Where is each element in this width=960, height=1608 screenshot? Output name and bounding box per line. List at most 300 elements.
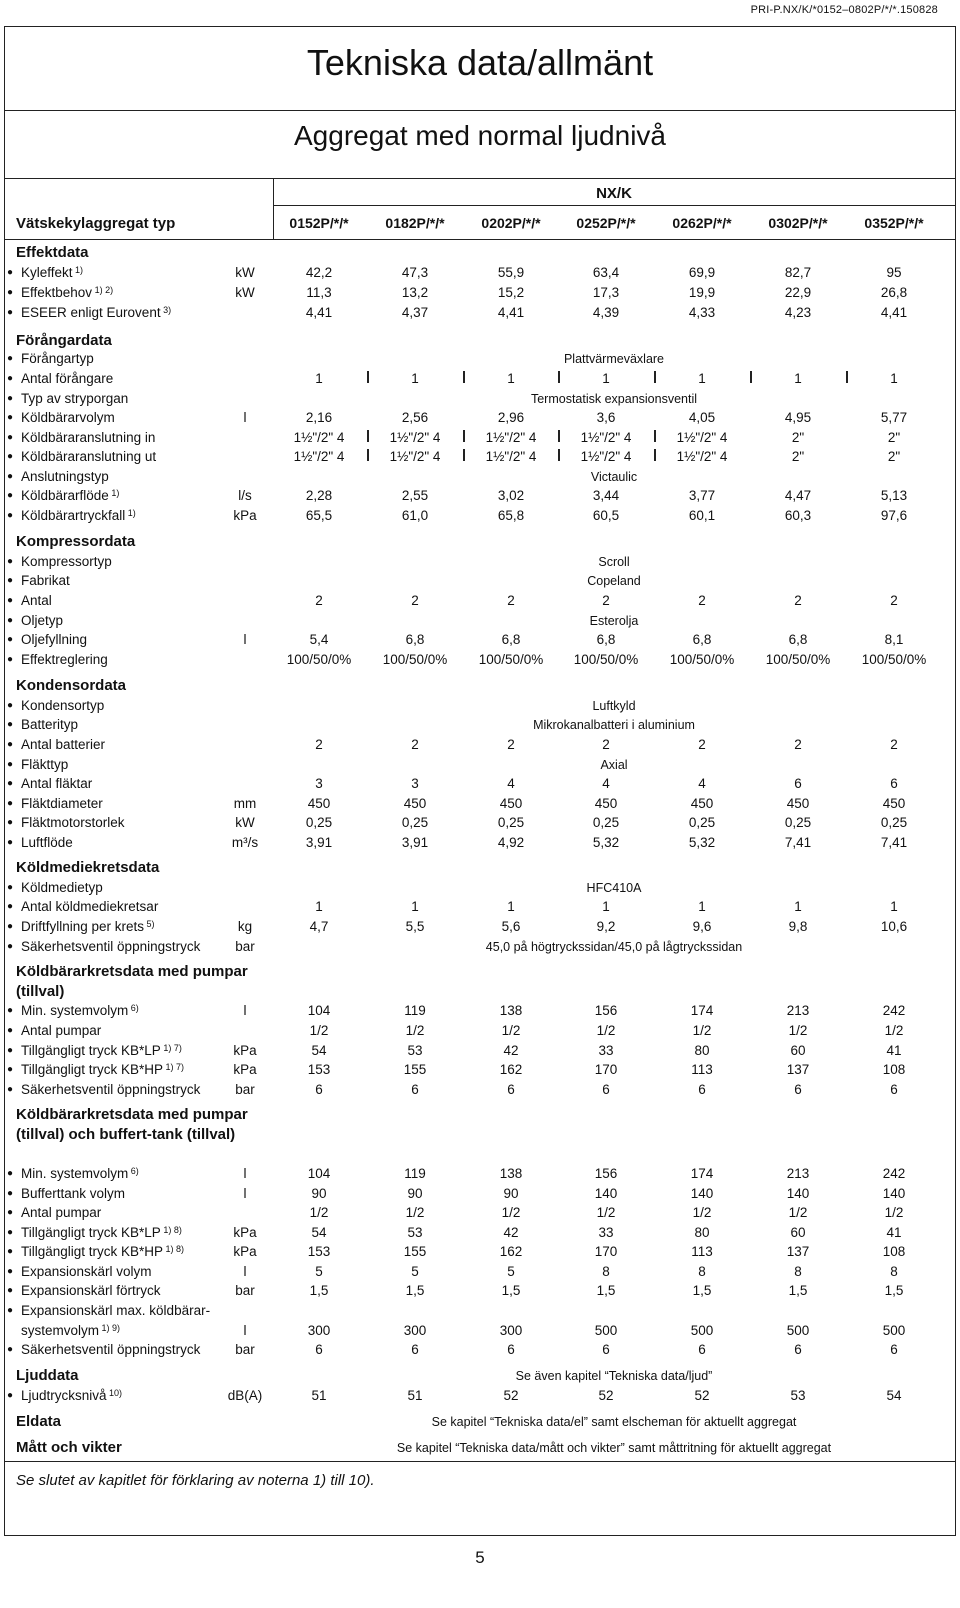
table-cell: 6: [602, 1082, 610, 1097]
table-cell: 2: [411, 737, 419, 752]
table-cell: 5,77: [880, 410, 908, 425]
table-cell: 6: [602, 1342, 610, 1357]
row-label-text: Effektbehov: [21, 285, 93, 300]
table-cell: 2: [794, 593, 802, 608]
header-divider: [5, 239, 955, 240]
row-unit: kPa: [233, 1043, 257, 1058]
row-label: [21, 263, 83, 283]
footnote-ref: 1) 2): [92, 285, 114, 295]
table-cell: 1,5: [309, 1283, 329, 1298]
row-label: [21, 283, 113, 303]
table-cell: 3: [315, 776, 323, 791]
table-cell: 6: [794, 1342, 802, 1357]
table-cell: 100/50/0%: [765, 652, 831, 667]
table-cell: 4,23: [784, 305, 812, 320]
table-cell: 1/2: [405, 1023, 425, 1038]
table-cell: 55,9: [497, 265, 525, 280]
spanning-cell: Esterolja: [589, 614, 639, 628]
table-cell: 3,91: [305, 835, 333, 850]
table-cell: 53: [407, 1225, 423, 1240]
table-cell: 1/2: [788, 1205, 808, 1220]
row-label: [21, 1281, 161, 1301]
table-cell: 0,25: [592, 815, 620, 830]
column-separator: [463, 371, 465, 383]
row-label: [21, 1242, 184, 1262]
document-reference: PRI-P.NX/K/*0152–0802P/*/*.150828: [750, 4, 938, 16]
row-label: [21, 389, 128, 409]
row-label-text: Antal förångare: [21, 371, 114, 386]
row-label-text: Kondensortyp: [21, 698, 105, 713]
row-label: [21, 1164, 139, 1184]
spanning-cell: Axial: [600, 758, 628, 772]
table-cell: 6: [507, 1082, 515, 1097]
row-label-text: Tillgängligt tryck KB*HP: [21, 1062, 164, 1077]
table-cell: 2,96: [497, 410, 525, 425]
title-frame: [4, 26, 956, 110]
table-cell: 113: [691, 1062, 713, 1077]
table-cell: 6,8: [405, 632, 425, 647]
row-label: [21, 897, 158, 917]
table-cell: 42: [503, 1043, 519, 1058]
column-separator: [463, 449, 465, 461]
table-cell: 1½"/2" 4: [293, 449, 345, 464]
table-cell: 63,4: [592, 265, 620, 280]
table-cell: 7,41: [880, 835, 908, 850]
column-header: 0182P/*/*: [385, 215, 445, 231]
table-cell: 6: [698, 1342, 706, 1357]
table-row: [5, 467, 955, 487]
table-cell: 80: [694, 1225, 710, 1240]
table-cell: 153: [307, 1244, 331, 1259]
table-row: [5, 611, 955, 631]
table-cell: 8: [698, 1264, 706, 1279]
table-cell: 153: [307, 1062, 331, 1077]
row-label-text: Köldbäraranslutning ut: [21, 449, 157, 464]
table-cell: 2,16: [305, 410, 333, 425]
row-unit: l: [243, 632, 247, 647]
row-unit: mm: [233, 796, 257, 811]
spanning-cell: Luftkyld: [592, 699, 636, 713]
table-cell: 1½"/2" 4: [676, 449, 728, 464]
row-label: [21, 447, 156, 467]
column-header: 0302P/*/*: [768, 215, 828, 231]
row-label: [21, 774, 92, 794]
table-cell: 2,28: [305, 488, 333, 503]
table-cell: 156: [594, 1003, 618, 1018]
row-label-text: systemvolym: [21, 1323, 100, 1338]
table-cell: 1/2: [884, 1023, 904, 1038]
row-label-text: Min. systemvolym: [21, 1003, 129, 1018]
table-cell: 6: [507, 1342, 515, 1357]
table-cell: 51: [407, 1388, 423, 1403]
table-row: [5, 369, 955, 389]
row-label-text: Säkerhetsventil öppningstryck: [21, 1082, 201, 1097]
table-cell: 1: [890, 899, 898, 914]
row-label-text: Köldbärartryckfall: [21, 508, 126, 523]
table-cell: 104: [307, 1003, 331, 1018]
table-cell: 41: [886, 1225, 902, 1240]
table-cell: 156: [594, 1166, 618, 1181]
data-table: [4, 178, 956, 1536]
table-cell: 8: [890, 1264, 898, 1279]
row-unit: l: [243, 1264, 247, 1279]
row-label: [21, 408, 115, 428]
table-row: [5, 283, 955, 303]
footnote-ref: 1): [108, 488, 120, 498]
table-cell: 3,6: [596, 410, 616, 425]
table-row: [5, 303, 955, 323]
row-label: [21, 833, 73, 853]
row-label: [21, 428, 155, 448]
table-cell: 41: [886, 1043, 902, 1058]
table-cell: 5: [507, 1264, 515, 1279]
footnote-ref: 1) 7): [163, 1062, 185, 1072]
table-cell: 1: [698, 899, 706, 914]
row-unit: kPa: [233, 508, 257, 523]
table-cell: 162: [499, 1244, 523, 1259]
table-cell: 6: [794, 1082, 802, 1097]
table-row: [5, 1366, 955, 1386]
table-cell: 60,3: [784, 508, 812, 523]
row-label-text: Typ av stryporgan: [21, 391, 129, 406]
table-cell: 90: [407, 1186, 423, 1201]
table-cell: 6: [315, 1342, 323, 1357]
row-unit: m³/s: [231, 835, 259, 850]
row-label-text: Köldbärarflöde: [21, 488, 109, 503]
column-separator: [558, 430, 560, 442]
table-row: [5, 571, 955, 591]
table-cell: 60,5: [592, 508, 620, 523]
footnote-ref: 6): [128, 1166, 139, 1176]
table-cell: 155: [403, 1244, 427, 1259]
row-unit: kg: [237, 919, 253, 934]
table-cell: 4,7: [309, 919, 329, 934]
table-cell: 1/2: [788, 1023, 808, 1038]
table-cell: 90: [503, 1186, 519, 1201]
column-header: 0202P/*/*: [481, 215, 541, 231]
table-cell: 1,5: [788, 1283, 808, 1298]
row-label: [21, 552, 112, 572]
table-row: [5, 755, 955, 775]
row-label: [21, 1080, 200, 1100]
table-cell: 54: [311, 1043, 327, 1058]
row-label: [21, 506, 136, 526]
row-label-text: Tillgängligt tryck KB*HP: [21, 1244, 164, 1259]
table-row: [5, 349, 955, 369]
table-cell: 2": [887, 449, 901, 464]
footnote-ref: 1): [72, 265, 84, 275]
row-label-text: Fabrikat: [21, 573, 70, 588]
table-cell: 6: [794, 776, 802, 791]
row-label: [21, 696, 104, 716]
section-heading-kond: Kondensordata: [16, 677, 127, 694]
table-cell: 170: [594, 1062, 618, 1077]
table-cell: 140: [882, 1186, 906, 1201]
table-cell: 1/2: [884, 1205, 904, 1220]
column-header: 0152P/*/*: [289, 215, 349, 231]
subtitle-frame: [4, 110, 956, 178]
table-cell: 4,05: [688, 410, 716, 425]
table-cell: 1½"/2" 4: [389, 430, 441, 445]
row-unit: l: [243, 1323, 247, 1338]
row-label-text: Expansionskärl förtryck: [21, 1283, 161, 1298]
table-cell: 52: [598, 1388, 614, 1403]
table-cell: 500: [594, 1323, 618, 1338]
table-row: [5, 486, 955, 506]
row-unit: l: [243, 1003, 247, 1018]
row-unit: l: [243, 1166, 247, 1181]
table-cell: 2": [791, 430, 805, 445]
table-cell: 1/2: [596, 1023, 616, 1038]
row-unit: dB(A): [227, 1388, 263, 1403]
table-row: [5, 389, 955, 409]
table-cell: 2,55: [401, 488, 429, 503]
table-cell: 1: [411, 899, 419, 914]
column-separator: [367, 371, 369, 383]
table-cell: 2: [698, 593, 706, 608]
table-row: [5, 552, 955, 572]
table-row: [5, 263, 955, 283]
table-cell: 60,1: [688, 508, 716, 523]
row-label-text: ESEER enligt Eurovent: [21, 305, 161, 320]
column-separator: [558, 449, 560, 461]
table-cell: 450: [786, 796, 810, 811]
spanning-cell: 45,0 på högtryckssidan/45,0 på lågtryckssidan: [485, 940, 743, 954]
footnote-divider: [5, 1461, 955, 1462]
table-cell: 69,9: [688, 265, 716, 280]
spanning-cell: Scroll: [598, 555, 630, 569]
table-row: [5, 937, 955, 957]
column-separator: [558, 371, 560, 383]
table-cell: 6,8: [692, 632, 712, 647]
table-row: [5, 1164, 955, 1184]
series-label: NX/K: [596, 185, 632, 202]
table-cell: 4: [507, 776, 515, 791]
footnote-ref: 3): [160, 305, 172, 315]
section-heading-ljud: Ljuddata: [16, 1367, 79, 1384]
table-cell: 5: [315, 1264, 323, 1279]
footnote-ref: 5): [144, 919, 155, 929]
row-label: [21, 486, 119, 506]
table-cell: 4,37: [401, 305, 429, 320]
table-cell: 1/2: [596, 1205, 616, 1220]
table-cell: 42: [503, 1225, 519, 1240]
row-label-text: Effektreglering: [21, 652, 108, 667]
row-label: [21, 1021, 101, 1041]
table-cell: 0,25: [784, 815, 812, 830]
row-label: [21, 813, 125, 833]
table-cell: 138: [499, 1166, 523, 1181]
table-cell: 108: [882, 1062, 906, 1077]
table-cell: 1½"/2" 4: [485, 430, 537, 445]
table-cell: 6: [698, 1082, 706, 1097]
table-cell: 1: [794, 899, 802, 914]
table-cell: 242: [882, 1166, 906, 1181]
row-unit: bar: [235, 1342, 255, 1357]
table-cell: 9,6: [692, 919, 712, 934]
column-header: 0262P/*/*: [672, 215, 732, 231]
table-cell: 140: [690, 1186, 714, 1201]
footnote-ref: 1) 9): [99, 1323, 121, 1333]
table-cell: 90: [311, 1186, 327, 1201]
footnote: Se slutet av kapitlet för förklaring av noterna 1) till 10).: [16, 1472, 375, 1489]
table-cell: 65,8: [497, 508, 525, 523]
table-cell: 82,7: [784, 265, 812, 280]
row-unit: kW: [235, 815, 255, 830]
table-cell: 100/50/0%: [286, 652, 352, 667]
table-cell: 1: [602, 371, 610, 386]
row-unit: bar: [235, 1283, 255, 1298]
row-label: [21, 1203, 101, 1223]
table-row: [5, 735, 955, 755]
table-cell: 5,13: [880, 488, 908, 503]
table-cell: 4,39: [592, 305, 620, 320]
row-label-text: Antal pumpar: [21, 1023, 102, 1038]
table-cell: 0,25: [497, 815, 525, 830]
footnote-ref: 1) 8): [163, 1244, 185, 1254]
table-cell: 95: [886, 265, 902, 280]
table-cell: 6: [315, 1082, 323, 1097]
table-row: [5, 408, 955, 428]
row-label-text: Antal fläktar: [21, 776, 93, 791]
row-unit: bar: [235, 1082, 255, 1097]
footnote-ref: 1) 7): [160, 1043, 182, 1053]
table-cell: 5: [411, 1264, 419, 1279]
table-cell: 137: [786, 1244, 810, 1259]
row-label: [21, 349, 94, 369]
row-label: [21, 755, 68, 775]
footnote-ref: 1) 8): [160, 1225, 182, 1235]
column-header: 0352P/*/*: [864, 215, 924, 231]
table-cell: 26,8: [880, 285, 908, 300]
table-cell: 138: [499, 1003, 523, 1018]
table-row: [5, 1060, 955, 1080]
table-cell: 4: [698, 776, 706, 791]
footnote-ref: 10): [106, 1388, 123, 1398]
row-label-text: Säkerhetsventil öppningstryck: [21, 939, 201, 954]
table-cell: 54: [311, 1225, 327, 1240]
table-row: [5, 630, 955, 650]
table-cell: 119: [404, 1003, 426, 1018]
table-cell: 500: [882, 1323, 906, 1338]
table-row: [5, 1242, 955, 1262]
table-row: [5, 813, 955, 833]
table-row: [5, 1001, 955, 1021]
table-cell: 300: [499, 1323, 523, 1338]
table-cell: 60: [790, 1225, 806, 1240]
table-cell: 2": [887, 430, 901, 445]
table-cell: 61,0: [401, 508, 429, 523]
table-row: [5, 1021, 955, 1041]
table-cell: 1½"/2" 4: [485, 449, 537, 464]
table-cell: 1: [507, 371, 515, 386]
table-cell: 6: [890, 776, 898, 791]
table-cell: 5,32: [688, 835, 716, 850]
table-cell: 1,5: [692, 1283, 712, 1298]
row-label: [21, 937, 200, 957]
table-cell: 2: [315, 593, 323, 608]
row-label: [21, 735, 105, 755]
footnote-ref: 6): [128, 1003, 139, 1013]
row-label-text: Fläktdiameter: [21, 796, 103, 811]
row-unit: kPa: [233, 1225, 257, 1240]
row-unit: kPa: [233, 1062, 257, 1077]
row-label: [21, 571, 70, 591]
table-cell: 500: [786, 1323, 810, 1338]
row-label: [21, 715, 78, 735]
row-label: [21, 591, 52, 611]
table-row: [5, 878, 955, 898]
table-cell: 6,8: [788, 632, 808, 647]
table-cell: 80: [694, 1043, 710, 1058]
table-cell: 450: [594, 796, 618, 811]
row-label-text: Förångartyp: [21, 351, 94, 366]
table-cell: 52: [694, 1388, 710, 1403]
row-label-text: Antal batterier: [21, 737, 106, 752]
table-cell: 119: [404, 1166, 426, 1181]
spanning-cell: Plattvärmeväxlare: [563, 352, 665, 366]
table-cell: 97,6: [880, 508, 908, 523]
row-unit: l: [243, 410, 247, 425]
row-label-text: Fläkttyp: [21, 757, 69, 772]
column-separator: [750, 371, 752, 383]
table-cell: 100/50/0%: [573, 652, 639, 667]
table-cell: 300: [403, 1323, 427, 1338]
table-cell: 5,5: [405, 919, 425, 934]
table-cell: 53: [790, 1388, 806, 1403]
table-cell: 2: [507, 593, 515, 608]
table-cell: 17,3: [592, 285, 620, 300]
row-label: [21, 369, 113, 389]
table-cell: 11,3: [306, 285, 332, 300]
column-header: 0252P/*/*: [576, 215, 636, 231]
table-row: [5, 1340, 955, 1360]
row-label-text: Expansionskärl volym: [21, 1264, 152, 1279]
table-cell: 1/2: [501, 1023, 521, 1038]
table-row: [5, 917, 955, 937]
table-cell: 300: [307, 1323, 331, 1338]
table-cell: 2: [794, 737, 802, 752]
row-label-text: Fläktmotorstorlek: [21, 815, 125, 830]
table-cell: 2,56: [401, 410, 429, 425]
row-unit: l/s: [238, 488, 252, 503]
table-row: [5, 1281, 955, 1301]
section-heading-koldmedie: Köldmediekretsdata: [16, 859, 160, 876]
row-unit: bar: [235, 939, 255, 954]
table-cell: 6: [890, 1342, 898, 1357]
table-cell: 51: [311, 1388, 327, 1403]
table-cell: 213: [786, 1166, 810, 1181]
table-cell: 1: [794, 371, 802, 386]
table-cell: 3,77: [688, 488, 716, 503]
spanning-cell: Se kapitel “Tekniska data/mått och vikter” samt måttritning för aktuellt aggregat: [396, 1441, 832, 1455]
row-label: [21, 1060, 184, 1080]
table-cell: 100/50/0%: [861, 652, 927, 667]
column-separator: [367, 449, 369, 461]
table-cell: 450: [307, 796, 331, 811]
section-heading-effekt: Effektdata: [16, 244, 89, 261]
table-cell: 1/2: [692, 1205, 712, 1220]
table-row: [5, 650, 955, 670]
table-cell: 33: [598, 1043, 614, 1058]
row-label-text: Expansionskärl max. köldbärar-: [21, 1303, 211, 1318]
table-cell: 1½"/2" 4: [676, 430, 728, 445]
row-label-text: Tillgängligt tryck KB*LP: [21, 1043, 161, 1058]
table-cell: 7,41: [784, 835, 812, 850]
table-cell: 1/2: [309, 1205, 329, 1220]
table-cell: 113: [691, 1244, 713, 1259]
table-cell: 1,5: [596, 1283, 616, 1298]
